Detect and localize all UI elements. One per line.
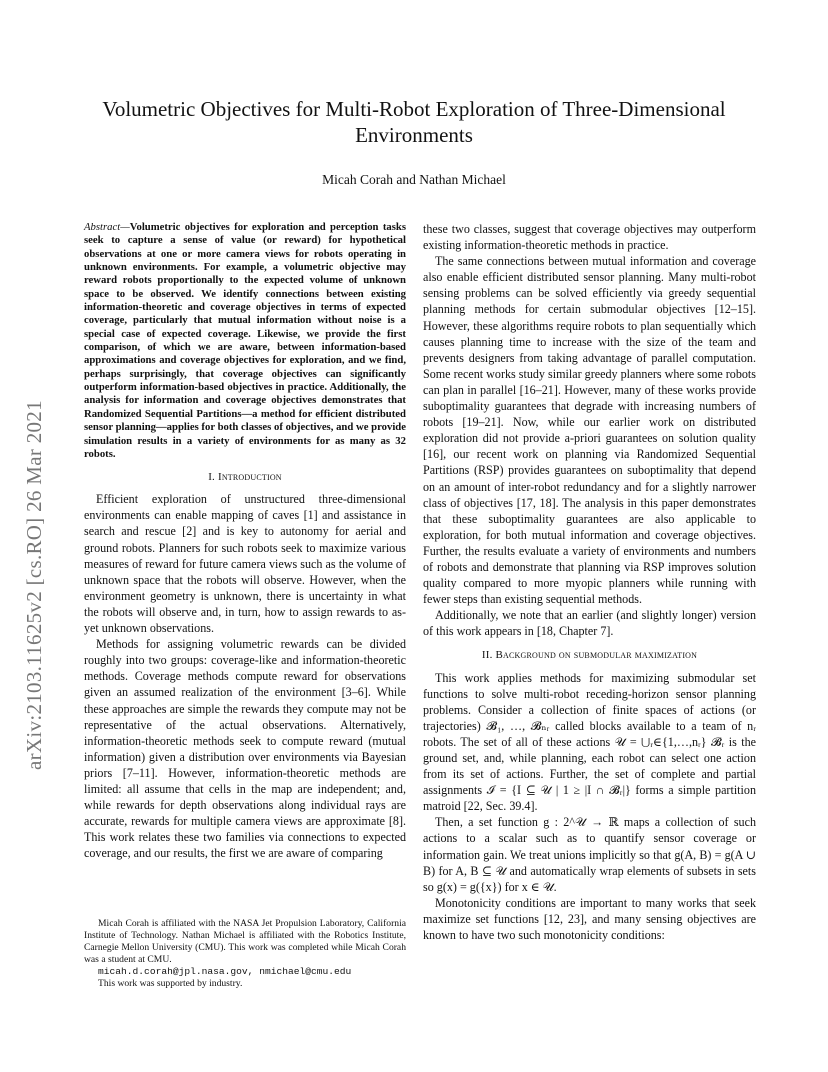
intro-paragraph-3: The same connections between mutual information and coverage also enable efficient distributed sensor planning. Many multi-robot sensing problems can be solved efficiently via greedy sequential planning methods for certain submodular objectives [12–15]. However, these algorithms require robots to plan sequentially which causes planning time to increase with the size of the team and prevents designers from taking advantage of parallel computation. Some recent works study similar greedy planners where some robots can plan in parallel [16–21]. However, many of these works provide suboptimality guarantees that degrade with increasing numbers of robots [19–21]. Now, while our earlier work on distributed exploration did not provide a-priori guarantees on solution quality [16], our recent work on planning via Randomized Sequential Partitions (RSP) provides guarantees on suboptimality that depend on an amount of inter-robot redundancy and for a slightly narrower class of objectives [17, 18]. The analysis in this paper demonstrates that these suboptimality guarantees are also applicable to exploration, for both mutual information and coverage objectives. Further, the results evaluate a variety of environments and numbers of robots and demonstrate that planning via RSP improves solution quality compared to more myopic planners while running with fewer steps than existing sequential methods. <box>423 254 756 607</box>
background-paragraph-1: This work applies methods for maximizing submodular set functions to solve multi-robot receding-horizon sensor planning problems. Consider a collection of finite spaces of actions (or trajectories) 𝓑₁, …, 𝓑ₙᵣ called blocks available to a team of nᵣ robots. The set of all of these actions 𝒰 = ⋃ᵣ∈{1,…,nᵣ} 𝓑ᵣ is the ground set, and, while planning, each robot can select one action from its set of actions. Further, the set of complete and partial assignments ℐ = {I ⊆ 𝒰 | 1 ≥ |I ∩ 𝓑ᵣ|} forms a simple partition matroid [22, Sec. 39.4]. <box>423 670 756 814</box>
paper-authors: Micah Corah and Nathan Michael <box>322 172 506 187</box>
intro-paragraph-continued: these two classes, suggest that coverage objectives may outperform existing information-theoretic methods in practice. <box>423 222 756 253</box>
intro-paragraph-4: Additionally, we note that an earlier (and slightly longer) version of this work appears in [18, Chapter 7]. <box>423 608 756 639</box>
arxiv-stamp: arXiv:2103.11625v2 [cs.RO] 26 Mar 2021 <box>22 400 46 770</box>
background-paragraph-2: Then, a set function g : 2^𝒰 → ℝ maps a collection of such actions to a scalar such as to quantify sensor coverage or information gain. We treat unions implicitly so that g(A, B) = g(A ∪ B) for A, B ⊆ 𝒰 and automatically wrap elements of subsets in sets so g(x) = g({x}) for x ∈ 𝒰. <box>423 815 756 894</box>
right-column <box>423 221 756 943</box>
footnote <box>84 918 406 990</box>
section-heading-background: II. Background on submodular maximization <box>481 649 698 662</box>
abstract-lead: Abstract— <box>84 221 130 233</box>
abstract <box>84 221 406 461</box>
section-heading-introduction: I. Introduction <box>208 471 282 484</box>
footnote-support: This work was supported by industry. <box>98 978 243 989</box>
footnote-emails: micah.d.corah@jpl.nasa.gov, nmichael@cmu.edu <box>98 966 352 977</box>
background-paragraph-3: Monotonicity conditions are important to many works that seek maximize set functions [12, 23], and many sensing objectives are known to have two such monotonicity conditions: <box>423 895 756 943</box>
intro-paragraph-2: Methods for assigning volumetric rewards can be divided roughly into two groups: coverage-like and information-theoretic methods. Coverage methods compute reward for observations given an assumed realization of the environment [3–6]. While these approaches are simple the rewards they compute may not be representative of the actual observations. Alternatively, information-theoretic methods seek to compute reward (mutual information) given a distribution over environments via Bayesian priors [7–11]. However, information-theoretic methods are limited: all assume that cells in the map are independent; and, while rewards for depth observations along individual rays are accurate, rewards for multiple camera views are approximate [8]. This work relates these two families via connections to expected coverage, and our results, the first we are aware of comparing <box>84 637 406 861</box>
abstract-text: Volumetric objectives for exploration and perception tasks seek to capture a sense of value (or reward) for hypothetical observations at one or more camera views for robots operating in unknown environments. For example, a volumetric objective may reward robots proportionally to the expected volume of unknown space to be observed. We identify connections between existing information-theoretic and coverage objectives in terms of expected coverage, particularly that mutual information without noise is a special case of expected coverage. Likewise, we provide the first comparison, of which we are aware, between information-based approximations and coverage objectives for exploration, and we find, perhaps surprisingly, that coverage objectives can significantly outperform information-based objectives in practice. Additionally, the analysis for information and coverage objectives demonstrates that Randomized Sequential Partitions—a method for efficient distributed sensor planning—applies for both classes of objectives, and we provide simulation results in a variety of environments for as many as 32 robots. <box>84 221 406 460</box>
paper-title: Volumetric Objectives for Multi-Robot Exploration of Three-Dimensional Environments <box>102 97 726 147</box>
intro-paragraph-1: Efficient exploration of unstructured three-dimensional environments can enable mapping of caves [1] and assistance in search and rescue [2] and is key to autonomy for aerial and ground robots. Planners for such robots seek to maximize various measures of reward for future camera views such as the volume of unknown space that the robots will observe. However, when the environment geometry is unknown, there is uncertainty in what the robots will observe and, in turn, how to assign rewards to as-yet unknown observations. <box>84 492 406 636</box>
footnote-affiliation: Micah Corah is affiliated with the NASA Jet Propulsion Laboratory, California Institute of Technology. Nathan Michael is affiliated with the Robotics Institute, Carnegie Mellon University (CMU). This work was completed while Micah Corah was a student at CMU. <box>84 918 406 965</box>
left-column <box>84 221 406 861</box>
